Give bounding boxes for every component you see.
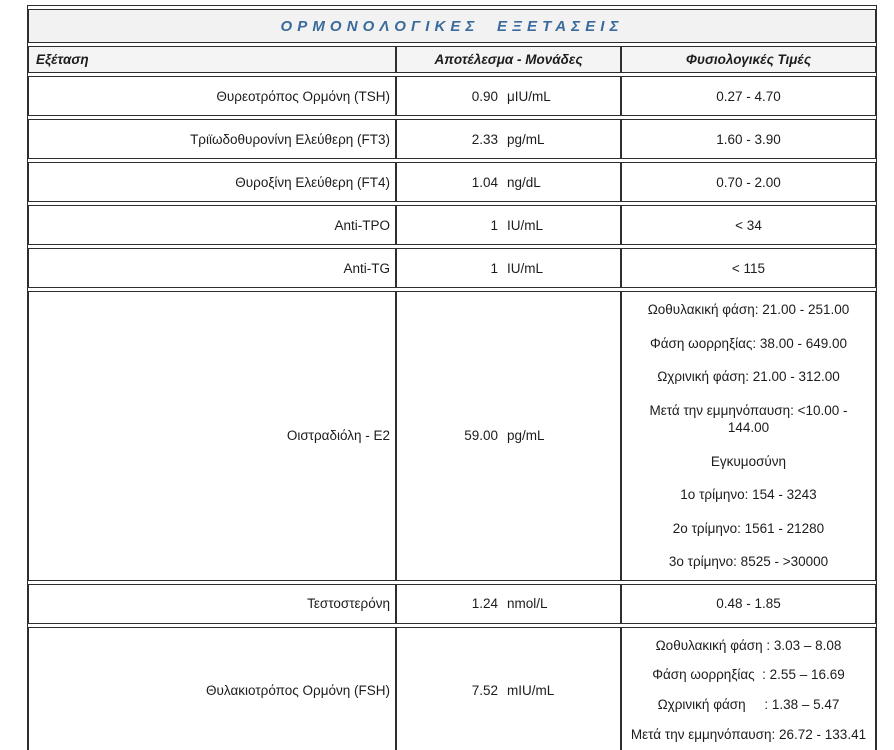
exam-name: Οιστραδιόλη - E2	[28, 291, 396, 581]
normal-range-line: Ωχρινική φάση: 21.00 - 312.00	[657, 369, 840, 385]
normal-range-line: Ωοθυλακική φάση: 21.00 - 251.00	[647, 302, 850, 317]
title-row	[28, 9, 876, 43]
normal-range-list	[626, 630, 871, 750]
result-cell	[396, 162, 621, 202]
normal-range-cell	[621, 627, 876, 750]
exam-name: Θυλακιοτρόπος Ορμόνη (FSH)	[28, 627, 396, 750]
normal-range-line: Φάση ωορρηξίας : 2.55 – 16.69	[652, 667, 845, 683]
normal-range-line: Εγκυμοσύνη	[710, 453, 787, 469]
normal-range-line: Μετά την εμμηνόπαυση: <10.00 - 144.00	[649, 402, 848, 436]
table-row	[28, 627, 876, 750]
exam-name: Τριϊωδοθυρονίνη Ελεύθερη (FT3)	[28, 119, 396, 159]
result-cell	[396, 119, 621, 159]
result-unit: mIU/mL	[507, 682, 555, 698]
result-cell	[396, 291, 621, 581]
result-unit: nmol/L	[507, 596, 548, 612]
result-cell	[396, 584, 621, 624]
table-row	[28, 291, 876, 581]
normal-range-line: Ωοθυλακική φάση : 3.03 – 8.08	[655, 637, 842, 653]
table-row	[28, 584, 876, 624]
result-value: 1	[490, 217, 498, 233]
result-unit: μIU/mL	[507, 88, 551, 104]
normal-range-line: Μετά την εμμηνόπαυση: 26.72 - 133.41	[630, 726, 867, 742]
result-cell	[396, 627, 621, 750]
normal-range-line: 2ο τρίμηνο: 1561 - 21280	[672, 520, 825, 536]
normal-range-cell: < 115	[621, 248, 876, 288]
result-value: 1.24	[471, 596, 498, 612]
normal-range-cell	[621, 291, 876, 581]
normal-range-list	[626, 294, 871, 578]
column-header-result: Αποτέλεσμα - Μονάδες	[396, 46, 621, 73]
exam-name: Anti-TPO	[28, 205, 396, 245]
result-value: 7.52	[471, 682, 498, 698]
result-cell	[396, 248, 621, 288]
table-title: ΟΡΜΟΝΟΛΟΓΙΚΕΣ ΕΞΕΤΑΣΕΙΣ	[28, 9, 876, 43]
exam-name: Τεστοστερόνη	[28, 584, 396, 624]
result-value: 1	[490, 260, 498, 276]
normal-range-line: Ωχρινική φάση : 1.38 – 5.47	[657, 697, 840, 713]
normal-range-cell: 0.70 - 2.00	[621, 162, 876, 202]
column-header-row	[28, 46, 876, 73]
exam-name: Θυροξίνη Ελεύθερη (FT4)	[28, 162, 396, 202]
normal-range-cell: 0.27 - 4.70	[621, 76, 876, 116]
column-header-normal: Φυσιολογικές Τιμές	[621, 46, 876, 73]
result-unit: pg/mL	[507, 428, 545, 444]
result-value: 59.00	[464, 428, 498, 444]
table-row	[28, 248, 876, 288]
result-value: 1.04	[471, 174, 498, 190]
table-row	[28, 119, 876, 159]
result-unit: pg/mL	[507, 131, 545, 147]
column-header-exam: Εξέταση	[28, 46, 396, 73]
table-body	[28, 76, 876, 750]
normal-range-cell: 1.60 - 3.90	[621, 119, 876, 159]
result-cell	[396, 205, 621, 245]
table-row	[28, 162, 876, 202]
result-value: 2.33	[471, 131, 498, 147]
normal-range-line: 3ο τρίμηνο: 8525 - >30000	[668, 554, 829, 570]
result-value: 0.90	[471, 88, 498, 104]
normal-range-line: 1ο τρίμηνο: 154 - 3243	[680, 487, 817, 503]
result-unit: IU/mL	[507, 217, 544, 233]
exam-name: Θυρεοτρόπος Ορμόνη (TSH)	[28, 76, 396, 116]
normal-range-line: Φάση ωορρηξίας: 38.00 - 649.00	[649, 335, 847, 351]
table-row	[28, 205, 876, 245]
hormone-results-table	[27, 5, 877, 750]
normal-range-cell: 0.48 - 1.85	[621, 584, 876, 624]
result-unit: IU/mL	[507, 260, 544, 276]
table-row	[28, 76, 876, 116]
result-cell	[396, 76, 621, 116]
exam-name: Anti-TG	[28, 248, 396, 288]
result-unit: ng/dL	[507, 174, 541, 190]
normal-range-cell: < 34	[621, 205, 876, 245]
